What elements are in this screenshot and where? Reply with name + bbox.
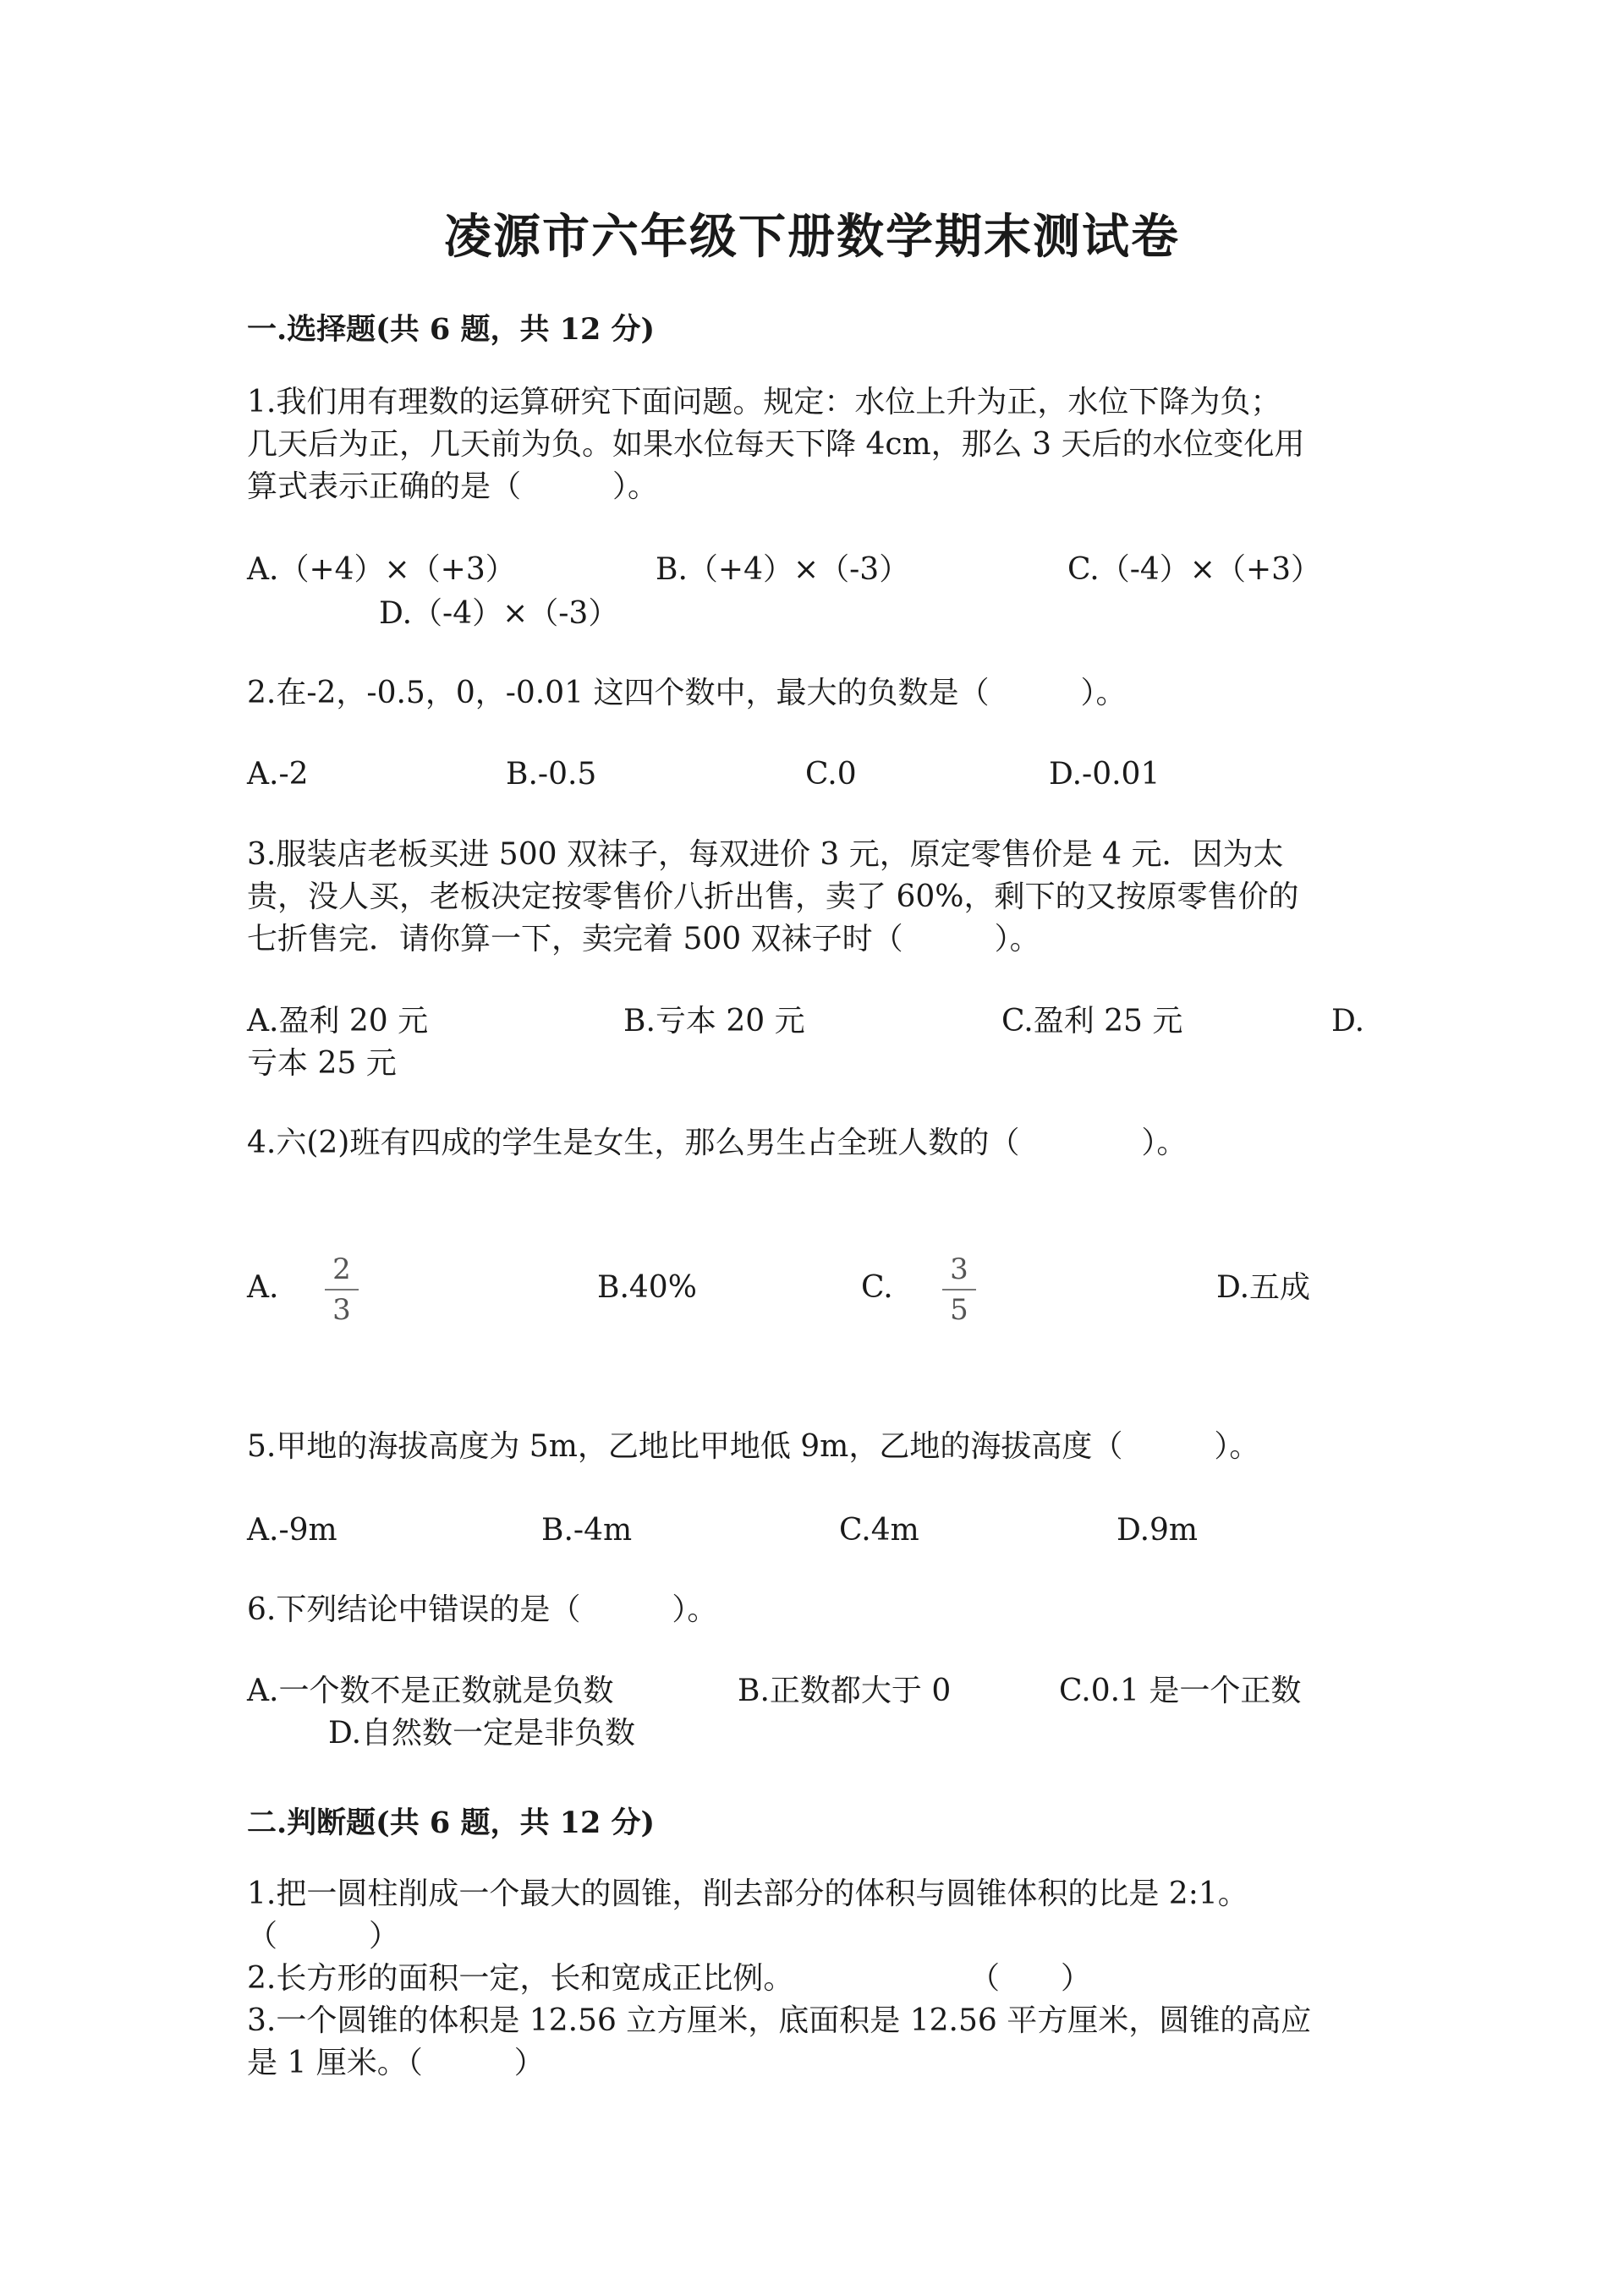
question-3-option-a[interactable]: A.盈利 20 元: [247, 1004, 429, 1038]
question-4-option-c[interactable]: C.: [861, 1270, 893, 1305]
fraction-two-thirds: [325, 1252, 359, 1327]
question-6-option-b[interactable]: B.正数都大于 0: [738, 1674, 952, 1708]
question-4-line-1: 4.六(2)班有四成的学生是女生，那么男生占全班人数的（ ）。: [247, 1126, 1188, 1160]
question-1-option-d[interactable]: D.（-4）×（-3）: [379, 596, 619, 631]
question-3-option-c[interactable]: C.盈利 25 元: [1001, 1004, 1183, 1038]
question-5-option-d[interactable]: D.9m: [1116, 1513, 1199, 1548]
question-6-option-c[interactable]: C.0.1 是一个正数: [1059, 1674, 1302, 1708]
question-2-line-1: 2.在-2，-0.5，0，-0.01 这四个数中，最大的负数是（ ）。: [247, 676, 1127, 710]
question-3-line-3: 七折售完．请你算一下，卖完着 500 双袜子时（ ）。: [247, 922, 1040, 956]
section-heading-choice: 一.选择题(共 6 题，共 12 分): [247, 312, 656, 347]
question-1-option-b[interactable]: B.（+4）×（-3）: [656, 552, 910, 587]
question-5-option-a[interactable]: A.-9m: [247, 1513, 337, 1548]
fraction-two-thirds-numerator: 2: [325, 1255, 359, 1290]
section-heading-judgment: 二.判断题(共 6 题，共 12 分): [247, 1806, 656, 1840]
question-5-line-1: 5.甲地的海拔高度为 5m，乙地比甲地低 9m，乙地的海拔高度（ ）。: [247, 1429, 1260, 1464]
question-4-option-d[interactable]: D.五成: [1216, 1270, 1311, 1305]
question-5-option-c[interactable]: C.4m: [839, 1513, 919, 1548]
question-1-line-2: 几天后为正，几天前为负。如果水位每天下降 4cm，那么 3 天后的水位变化用: [247, 427, 1305, 462]
fraction-three-fifths-denominator: 5: [950, 1293, 968, 1327]
judgment-2-line-1: 2.长方形的面积一定，长和宽成正比例。: [247, 1961, 794, 1996]
question-6-option-d[interactable]: D.自然数一定是非负数: [328, 1716, 636, 1751]
question-6-line-1: 6.下列结论中错误的是（ ）。: [247, 1592, 718, 1627]
page-title: 凌源市六年级下册数学期末测试卷: [444, 209, 1180, 265]
question-2-option-d[interactable]: D.-0.01: [1049, 757, 1160, 792]
question-3-option-d[interactable]: D.: [1331, 1004, 1365, 1038]
fraction-three-fifths-numerator: 3: [942, 1255, 976, 1290]
question-1-line-3: 算式表示正确的是（ ）。: [247, 469, 659, 504]
question-3-option-b[interactable]: B.亏本 20 元: [623, 1004, 805, 1038]
judgment-3-line-2: 是 1 厘米。（ ）: [247, 2046, 545, 2080]
question-1-line-1: 1.我们用有理数的运算研究下面问题。规定：水位上升为正，水位下降为负；: [247, 385, 1281, 419]
judgment-3-line-1: 3.一个圆锥的体积是 12.56 立方厘米，底面积是 12.56 平方厘米，圆锥的高应: [247, 2003, 1312, 2038]
question-2-option-a[interactable]: A.-2: [247, 757, 309, 792]
question-2-option-b[interactable]: B.-0.5: [506, 757, 597, 792]
judgment-2-answer-blank[interactable]: （ ）: [969, 1961, 1092, 1996]
fraction-three-fifths: [942, 1252, 976, 1327]
judgment-1-line-1: 1.把一圆柱削成一个最大的圆锥，削去部分的体积与圆锥体积的比是 2:1。: [247, 1877, 1248, 1911]
question-6-option-a[interactable]: A.一个数不是正数就是负数: [247, 1674, 614, 1708]
question-3-option-d-text: 亏本 25 元: [247, 1046, 397, 1081]
judgment-1-answer-blank[interactable]: （ ）: [247, 1919, 400, 1954]
question-2-option-c[interactable]: C.0: [805, 757, 857, 792]
fraction-two-thirds-denominator: 3: [332, 1293, 351, 1327]
question-3-line-1: 3.服装店老板买进 500 双袜子，每双进价 3 元，原定零售价是 4 元．因为太: [247, 837, 1284, 872]
question-3-line-2: 贵，没人买，老板决定按零售价八折出售，卖了 60%，剩下的又按原零售价的: [247, 879, 1299, 914]
question-1-option-a[interactable]: A.（+4）×（+3）: [247, 552, 516, 587]
question-4-option-b[interactable]: B.40%: [597, 1270, 697, 1305]
question-4-option-a[interactable]: A.: [247, 1270, 279, 1305]
question-1-option-c[interactable]: C.（-4）×（+3）: [1067, 552, 1322, 587]
question-5-option-b[interactable]: B.-4m: [541, 1513, 633, 1548]
